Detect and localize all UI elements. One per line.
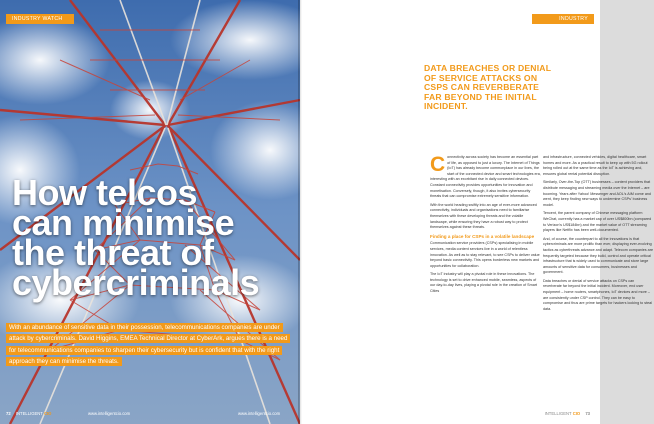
footer-url[interactable]: www.intelligentcio.com	[238, 411, 281, 416]
headline-line: can minimise	[12, 202, 235, 243]
page-footer	[306, 410, 594, 418]
magazine-name-text: INTELLIGENT	[15, 411, 43, 416]
standfirst	[6, 322, 296, 367]
magazine-name-accent: CIO	[572, 411, 581, 416]
article-paragraph: The IoT industry will play a pivotal role in these innovations. The technology is set to drive enhanced mobile, seamless, aspects of our day-to-day lives, playing a pivotal role in the creation of Smart Cities	[430, 272, 537, 294]
page-number: 72	[6, 411, 11, 416]
right-page	[300, 0, 654, 424]
footer-url[interactable]: www.intelligentcio.com	[88, 411, 131, 416]
article-paragraph: Similarly, Over-the-Top (OTT) businesses – content providers that distribute messaging and streaming media over the Internet – are booming. Years after Yahoo! Messenger and AOL's AIM come and went, they keep finding new ways to undermine CSPs' business model.	[543, 180, 651, 207]
standfirst-text: With an abundance of sensitive data in their possession, telecommunications companies are under attack by cybercriminals. David Higgins, EMEA Technical Director at CyberArk, argues there is a need for telecommunications companies to sharpen their cybersecurity but is confident that with the right approach they can minimise the threats.	[6, 323, 290, 366]
magazine-name	[16, 411, 52, 416]
article-paragraph: and infrastructure, connected vehicles, digital healthcare, smart homes and more. As a practical result to keep up with 5G rollout being rolled out at the same time as the IoT is achieving and, ensures global rental potential disruption.	[543, 155, 648, 176]
article-paragraph: Tencent, the parent company of Chinese messaging platform WeChat, currently has a market cap of over US$800bn (compared to Verizon's US$184bn) and the market value of OTT streaming players like Netflix has been well-documented.	[543, 211, 652, 233]
magazine-name-text: INTELLIGENT	[544, 411, 572, 416]
paragraph-text: onnectivity across society has become an essential part of life, as opposed to just a luxury. The Internet of Things (IoT) has already become commonplace in our lives, the start of the connected device and smart technologies era, interesting with an exorbitant rise in daily connected devices. Constant connectivity provides opportunities for innovation and monetisation. Conversely, though, it also invites cybersecurity threats that can compromise extremely sensitive information.	[430, 155, 541, 199]
headline-line: cybercriminals	[12, 262, 260, 303]
article-column-2	[543, 155, 654, 315]
article-subhead: Finding a place for CSPs in a volatile landscape	[430, 233, 535, 239]
article-paragraph: With the world heading swiftly into an age of ever-more advanced connectivity, individuals and organisations need to familiarise themselves with these developing threats and the volatile landscape, while ensuring they have a robust way to protect themselves against these threats.	[430, 202, 537, 230]
article-paragraph: Communication service providers (CSPs) specialising in mobile services, media content services live in a world of relentless innovation. As well as to stay relevant, to see CSPs to deliver value beyond basic connectivity. This opens borderless new markets and opportunities for collaboration.	[430, 241, 540, 268]
pull-quote: DATA BREACHES OR DENIAL OF SERVICE ATTACKS ON CSPS CAN REVERBERATE FAR BEYOND THE INITIAL INCIDENT.	[424, 63, 551, 111]
article-paragraph: And, of course, the counterpart to all the innovations is that cybercriminals are more prolific than ever, displaying ever-evolving tactics as cyberthreats advance and adapt. Telecom companies are frequently targeted because they build, control and operate critical infrastructure that is widely used to communicate and store large amounts of sensitive data for consumers, businesses and government.	[543, 236, 654, 275]
spine-shadow	[298, 0, 302, 424]
headline-line: the threat of	[12, 232, 214, 273]
magazine-name	[545, 411, 581, 416]
page-footer	[6, 410, 294, 418]
headline	[12, 172, 302, 303]
article-paragraph	[430, 155, 541, 200]
drop-cap: C	[430, 153, 446, 176]
article-column-1	[430, 155, 541, 298]
left-page	[0, 0, 300, 424]
article-paragraph: Data breaches or denial of service attacks on CSPs can reverberate far beyond the initial incident. Moreover, end user equipment – home routers, smartphones, IoT devices and more – are consistently under CSP control. They can be easy to compromise and thus are prime targets for hackers looking to steal data.	[543, 278, 653, 311]
headline-line: How telcos	[12, 172, 198, 213]
page-number: 73	[585, 411, 590, 416]
magazine-name-accent: CIO	[43, 411, 52, 416]
section-tab: INDUSTRY WATCH	[532, 14, 594, 24]
section-tab: INDUSTRY WATCH	[6, 14, 74, 24]
